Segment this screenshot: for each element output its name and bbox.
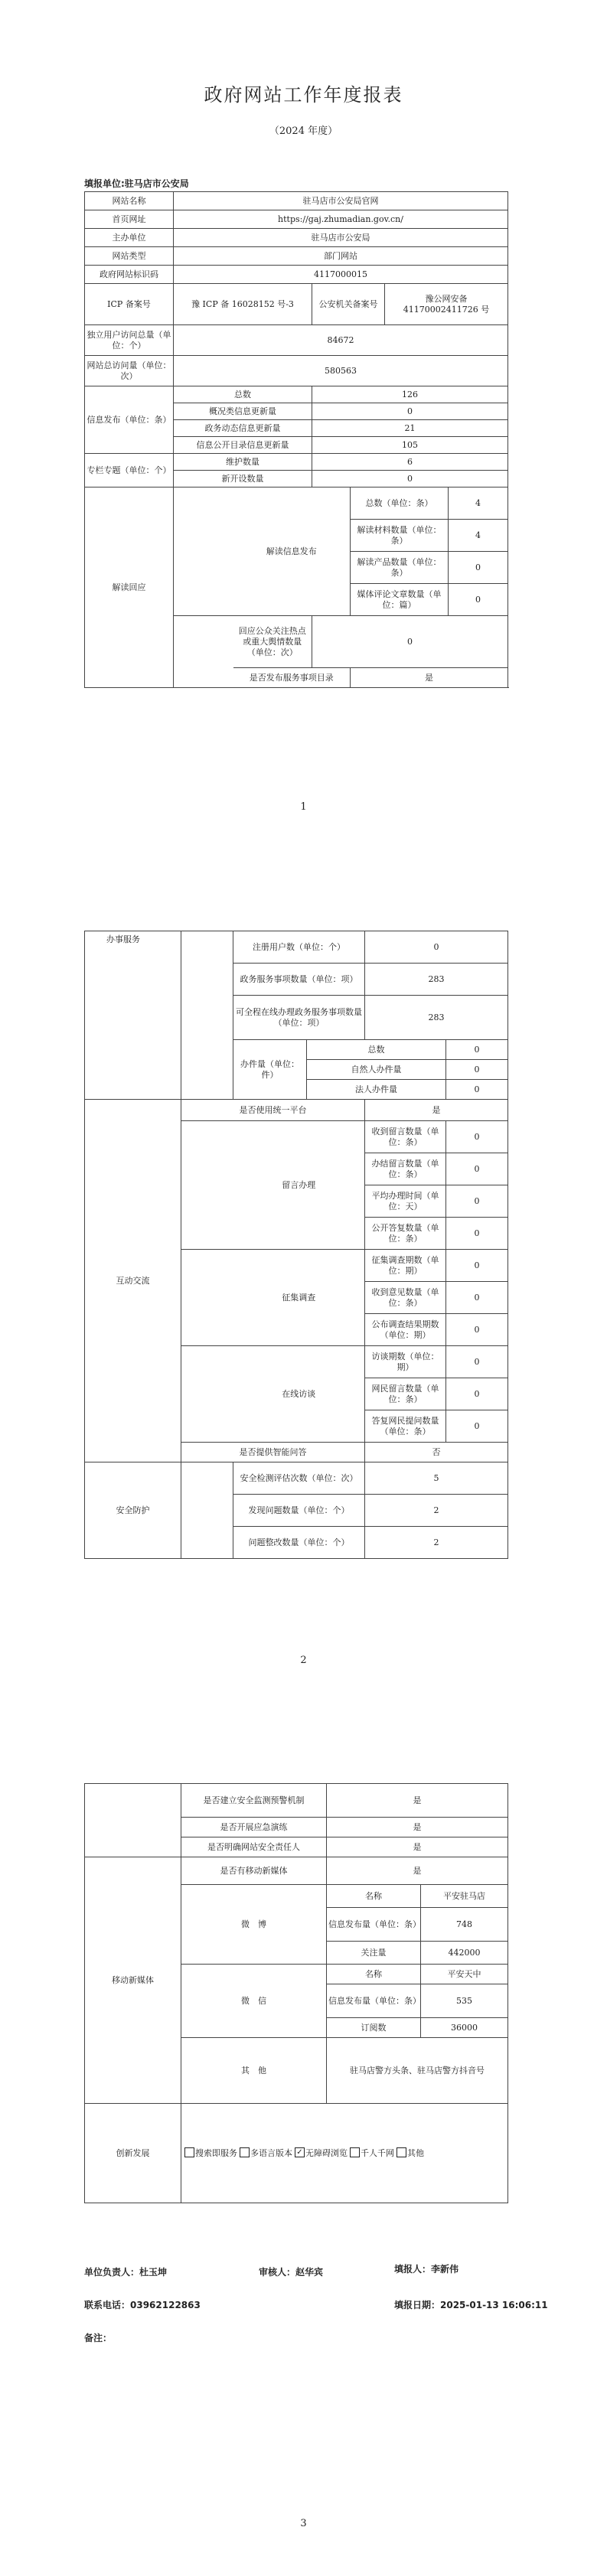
label-cell: 总数 [307,1040,446,1060]
report-table-page-2 [84,931,508,1559]
innovation-option[interactable] [184,2148,237,2158]
value-cell: 0 [312,471,508,487]
group-label: 创新发展 [85,2104,181,2203]
police-label: 公安机关备案号 [312,284,385,325]
label-cell: 公开答复数量（单位：条） [365,1218,446,1250]
value-cell: 0 [449,584,508,616]
row-site-type [85,247,508,266]
label-cell: 首页网址 [85,210,174,229]
report-table-page-1 [84,191,508,688]
value-cell: 0 [446,1378,508,1410]
label-cell: 信息公开目录信息更新量 [174,437,312,454]
filing-unit: 填报单位:驻马店市公安局 [84,178,189,189]
sub-label: 在线访谈 [233,1346,365,1443]
row-sponsor [85,229,508,247]
label-cell: 概况类信息更新量 [174,403,312,420]
report-table-page-3 [84,1783,508,2203]
label-cell: 公布调查结果期数（单位：期） [365,1314,446,1346]
value-cell: 0 [446,1410,508,1443]
reviewer: 审核人：赵华宾 [259,2267,324,2278]
value-cell: 5 [365,1462,508,1495]
group-label: 专栏专题（单位：个） [85,454,174,487]
label-cell: 主办单位 [85,229,174,247]
label-cell: 订阅数 [327,2018,421,2038]
group-label: 互动交流 [85,1100,181,1462]
value-cell: 4 [449,520,508,552]
report-year: （2024 年度） [269,126,338,137]
label-cell: 总数 [174,386,312,403]
unit-head: 单位负责人：杜玉坤 [84,2267,168,2278]
label-cell: 网站总访问量（单位：次） [85,356,174,386]
label-cell: 答复网民提问数量（单位：条） [365,1410,446,1443]
label-cell: 是否开展应急演练 [181,1818,327,1837]
value-cell: 驻马店市公安局官网 [174,192,508,210]
label-cell: 是否明确网站安全责任人 [181,1837,327,1857]
label-cell: 解读材料数量（单位：条） [351,520,449,552]
label-cell: 收到留言数量（单位：条） [365,1121,446,1153]
checked-checkbox-icon[interactable]: ✓ [295,2147,305,2157]
innovation-options [181,2104,508,2203]
value-cell: 36000 [421,2018,508,2038]
value-cell: 是 [327,1857,508,1885]
label-cell: 是否使用统一平台 [181,1100,365,1121]
label-cell: 政府网站标识码 [85,266,174,284]
label-cell: 法人办件量 [307,1080,446,1100]
value-cell: 21 [312,420,508,437]
label-cell: 政务动态信息更新量 [174,420,312,437]
innovation-option-label: 多语言版本 [250,2147,292,2158]
value-cell: 442000 [421,1942,508,1965]
value-cell: 0 [446,1080,508,1100]
filler: 填报人：李新伟 [394,2264,459,2274]
label-cell: 办结留言数量（单位：条） [365,1153,446,1185]
police-value: 豫公网安备 41170002411726 号 [385,284,508,325]
label-cell: ICP 备案号 [85,284,174,325]
value-cell: 是 [365,1100,508,1121]
value-cell: 0 [446,1282,508,1314]
value-cell: 平安天中 [421,1965,508,1984]
icp-value: 豫 ICP 备 16028152 号-3 [174,284,312,325]
value-cell: 84672 [174,325,508,356]
row-home-url [85,210,508,229]
row-column-maintain [85,454,508,471]
label-cell: 媒体评论文章数量（单位：篇） [351,584,449,616]
label-cell: 可全程在线办理政务服务事项数量（单位：项） [233,996,365,1040]
row-site-name [85,192,508,210]
label-cell: 发现问题数量（单位：个） [233,1495,365,1527]
label-cell: 安全检测评估次数（单位：次） [233,1462,365,1495]
label-cell: 访谈期数（单位：期） [365,1346,446,1378]
row-interpret-total [85,487,508,520]
innovation-option[interactable] [240,2148,292,2158]
row-info-total [85,386,508,403]
sub-label: 其 他 [181,2038,327,2104]
row-uv [85,325,508,356]
value-cell: 535 [421,1984,508,2018]
label-cell: 收到意见数量（单位：条） [365,1282,446,1314]
innovation-option-list [184,2148,426,2158]
group-label: 安全防护 [85,1462,181,1559]
label-cell: 回应公众关注热点或重大舆情数量（单位：次） [233,616,312,668]
row-reg-users [85,931,508,964]
value-cell: 0 [312,616,508,668]
page-number: 1 [300,801,307,813]
innovation-option[interactable] [397,2148,424,2158]
label-cell: 注册用户数（单位：个） [233,931,365,964]
group-label: 解读回应 [85,487,174,688]
value-cell: 是 [327,1837,508,1857]
value-cell: 0 [365,931,508,964]
value-cell: 驻马店市公安局 [174,229,508,247]
label-cell: 网民留言数量（单位：条） [365,1378,446,1410]
value-cell: 0 [446,1185,508,1218]
value-cell: 0 [446,1060,508,1080]
label-cell: 信息发布量（单位：条） [327,1908,421,1942]
page-number: 3 [300,2518,307,2529]
label-cell: 是否建立安全监测预警机制 [181,1784,327,1818]
value-cell: 0 [446,1346,508,1378]
label-cell: 解读产品数量（单位：条） [351,552,449,584]
row-pv [85,356,508,386]
value-cell: 是 [351,668,508,688]
innovation-option[interactable] [350,2148,394,2158]
value-cell: 283 [365,964,508,996]
checkbox-icon[interactable] [397,2147,406,2157]
contact-phone: 联系电话：03962122863 [84,2300,201,2310]
sub-label: 留言办理 [233,1121,365,1250]
innovation-option-label: 千人千网 [361,2147,394,2158]
label-cell: 关注量 [327,1942,421,1965]
group-label: 信息发布（单位：条） [85,386,174,454]
value-cell: 平安驻马店 [421,1885,508,1908]
value-cell: 2 [365,1527,508,1559]
publish-label: 解读信息发布 [233,487,351,616]
label-cell: 独立用户访问总量（单位：个） [85,325,174,356]
innovation-option-label: 无障碍浏览 [305,2147,348,2158]
group-label: 办事服务 [85,931,181,1100]
value-cell: 是 [327,1818,508,1837]
label-cell: 自然人办件量 [307,1060,446,1080]
innovation-option-label: 搜索即服务 [195,2147,237,2158]
sub-label: 微 信 [181,1965,327,2038]
row-site-id [85,266,508,284]
group-label: 移动新媒体 [85,1857,181,2104]
row-platform [85,1100,508,1121]
value-cell: 0 [446,1314,508,1346]
value-cell: 0 [446,1250,508,1282]
value-cell: 是 [327,1784,508,1818]
value-cell: 105 [312,437,508,454]
value-cell: 驻马店警方头条、驻马店警方抖音号 [327,2038,508,2104]
label-cell: 信息发布量（单位：条） [327,1984,421,2018]
value-cell: 2 [365,1495,508,1527]
label-cell: 政务服务事项数量（单位：项） [233,964,365,996]
checkbox-icon[interactable] [240,2147,250,2157]
value-cell: 4117000015 [174,266,508,284]
value-cell: 6 [312,454,508,471]
value-cell: 580563 [174,356,508,386]
sub-label: 微 博 [181,1885,327,1965]
checkbox-icon[interactable] [184,2147,194,2157]
value-cell: 0 [446,1218,508,1250]
report-title: 政府网站工作年度报表 [204,84,403,106]
label-cell: 是否有移动新媒体 [181,1857,327,1885]
value-cell: 0 [312,403,508,420]
checkbox-icon[interactable] [350,2147,360,2157]
value-cell: 4 [449,487,508,520]
value-cell: 部门网站 [174,247,508,266]
label-cell: 总数（单位：条） [351,487,449,520]
label-cell: 是否发布服务事项目录 [233,668,351,688]
value-cell: 0 [446,1040,508,1060]
label-cell: 办件量（单位：件） [233,1040,307,1100]
innovation-option[interactable] [295,2148,348,2158]
value-cell: 否 [365,1443,508,1462]
row-monitor [85,1784,508,1818]
row-innovation [85,2104,508,2203]
label-cell: 网站类型 [85,247,174,266]
fill-date: 填报日期：2025-01-13 16:06:11 [394,2300,548,2310]
row-security-checks [85,1462,508,1495]
row-media-has [85,1857,508,1885]
label-cell: 问题整改数量（单位：个） [233,1527,365,1559]
label-cell: 新开设数量 [174,471,312,487]
page-number: 2 [300,1655,307,1666]
label-cell: 平均办理时间（单位：天） [365,1185,446,1218]
value-cell: 283 [365,996,508,1040]
value-cell: 0 [446,1153,508,1185]
sub-label: 征集调查 [233,1250,365,1346]
label-cell: 是否提供智能问答 [181,1443,365,1462]
value-cell: 748 [421,1908,508,1942]
innovation-option-label: 其他 [407,2147,424,2158]
label-cell: 网站名称 [85,192,174,210]
label-cell: 征集调查期数（单位：期） [365,1250,446,1282]
value-cell: 0 [446,1121,508,1153]
remark: 备注： [84,2333,113,2343]
home-url-link[interactable]: https://gaj.zhumadian.gov.cn/ [174,210,508,229]
value-cell: 0 [449,552,508,584]
row-icp [85,284,508,325]
label-cell: 名称 [327,1885,421,1908]
label-cell: 名称 [327,1965,421,1984]
label-cell: 维护数量 [174,454,312,471]
value-cell: 126 [312,386,508,403]
